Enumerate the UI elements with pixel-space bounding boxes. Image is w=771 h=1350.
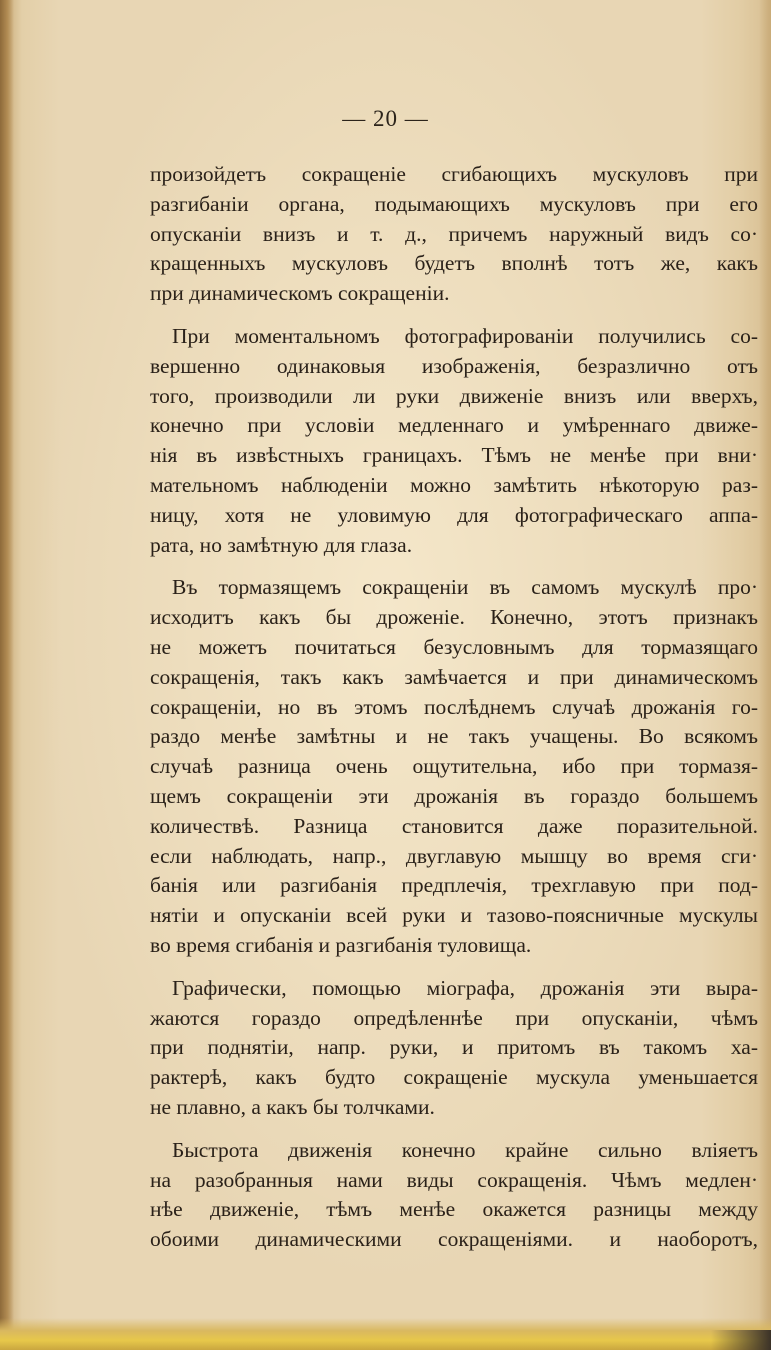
text-line: произойдетъ сокращеніе сгибающихъ мускуловъ при (150, 162, 758, 186)
text-line: исходитъ какъ бы дроженіе. Конечно, этотъ признакъ (150, 605, 758, 630)
text-line: обоими динамическими сокращеніями. и наоборотъ, (150, 1227, 758, 1252)
text-line: щемъ сокращеніи эти дрожанія въ гораздо большемъ (150, 783, 758, 808)
text-line: кращенныхъ мускуловъ будетъ вполнѣ тотъ же, какъ (150, 251, 758, 276)
text-line: нѣе движеніе, тѣмъ менѣе окажется разницы между (150, 1197, 758, 1222)
text-line: опусканіи внизъ и т. д., причемъ наружный видъ со· (150, 221, 758, 246)
body-text (150, 160, 758, 1268)
text-line: не плавно, а какъ бы толчками. (150, 1094, 435, 1119)
text-line: при поднятіи, напр. руки, и притомъ въ такомъ ха- (150, 1035, 758, 1060)
text-line: раздо менѣе замѣтны и не такъ учащены. Во всякомъ (150, 724, 758, 749)
text-line: при динамическомъ сокращеніи. (150, 281, 450, 306)
page-binding-edge (0, 0, 14, 1350)
text-line: рактерѣ, какъ будто сокращеніе мускула уменьшается (150, 1065, 758, 1090)
paragraph-4 (150, 974, 758, 1123)
text-line: количествѣ. Разница становится даже поразительной. (150, 813, 758, 838)
text-line: во время сгибанія и разгибанія туловища. (150, 932, 532, 957)
text-line: разгибаніи органа, подымающихъ мускуловъ при его (150, 191, 758, 216)
text-line: нятіи и опусканіи всей руки и тазово-поясничные мускулы (150, 903, 758, 928)
text-line: вершенно одинаковыя изображенія, безразлично отъ (150, 353, 758, 378)
text-line: Въ тормазящемъ сокращеніи въ самомъ мускулѣ про· (172, 575, 758, 600)
paragraph-1 (150, 160, 758, 309)
text-line: конечно при условіи медленнаго и умѣреннаго движе- (150, 413, 758, 438)
text-line: нія въ извѣстныхъ границахъ. Тѣмъ не менѣе при вни· (150, 443, 758, 468)
text-line: При моментальномъ фотографированіи получились со- (172, 323, 758, 348)
text-line: если наблюдать, напр., двуглавую мышцу во время сги· (150, 843, 758, 868)
text-line: рата, но замѣтную для глаза. (150, 532, 413, 557)
paragraph-5 (150, 1136, 758, 1255)
page-corner-shadow (711, 1330, 771, 1350)
text-line: мательномъ наблюденіи можно замѣтить нѣкоторую раз- (150, 472, 758, 497)
page-bottom-edge (0, 1318, 771, 1350)
text-line: сокращеніи, но въ этомъ послѣднемъ случаѣ дрожанія го- (150, 694, 758, 719)
text-line: случаѣ разница очень ощутительна, ибо при тормазя- (150, 754, 758, 779)
text-line: банія или разгибанія предплечія, трехглавую при под- (150, 873, 758, 898)
text-line: сокращенія, такъ какъ замѣчается и при динамическомъ (150, 664, 758, 689)
paragraph-2 (150, 322, 758, 560)
paragraph-3 (150, 573, 758, 960)
text-line: ницу, хотя не уловимую для фотографическаго аппа- (150, 502, 758, 527)
text-line: того, производили ли руки движеніе внизъ или вверхъ, (150, 383, 758, 408)
page-number: — 20 — (342, 106, 429, 131)
text-line: жаются гораздо опредѣленнѣе при опусканіи, чѣмъ (150, 1005, 758, 1030)
text-line: не можетъ почитаться безусловнымъ для тормазящаго (150, 634, 758, 659)
text-line: Быстрота движенія конечно крайне сильно вліяетъ (172, 1137, 758, 1162)
text-line: на разобранныя нами виды сокращенія. Чѣмъ медлен· (150, 1167, 758, 1192)
text-line: Графически, помощью міографа, дрожанія эти выра- (172, 975, 758, 1000)
page-right-edge (759, 0, 771, 1350)
